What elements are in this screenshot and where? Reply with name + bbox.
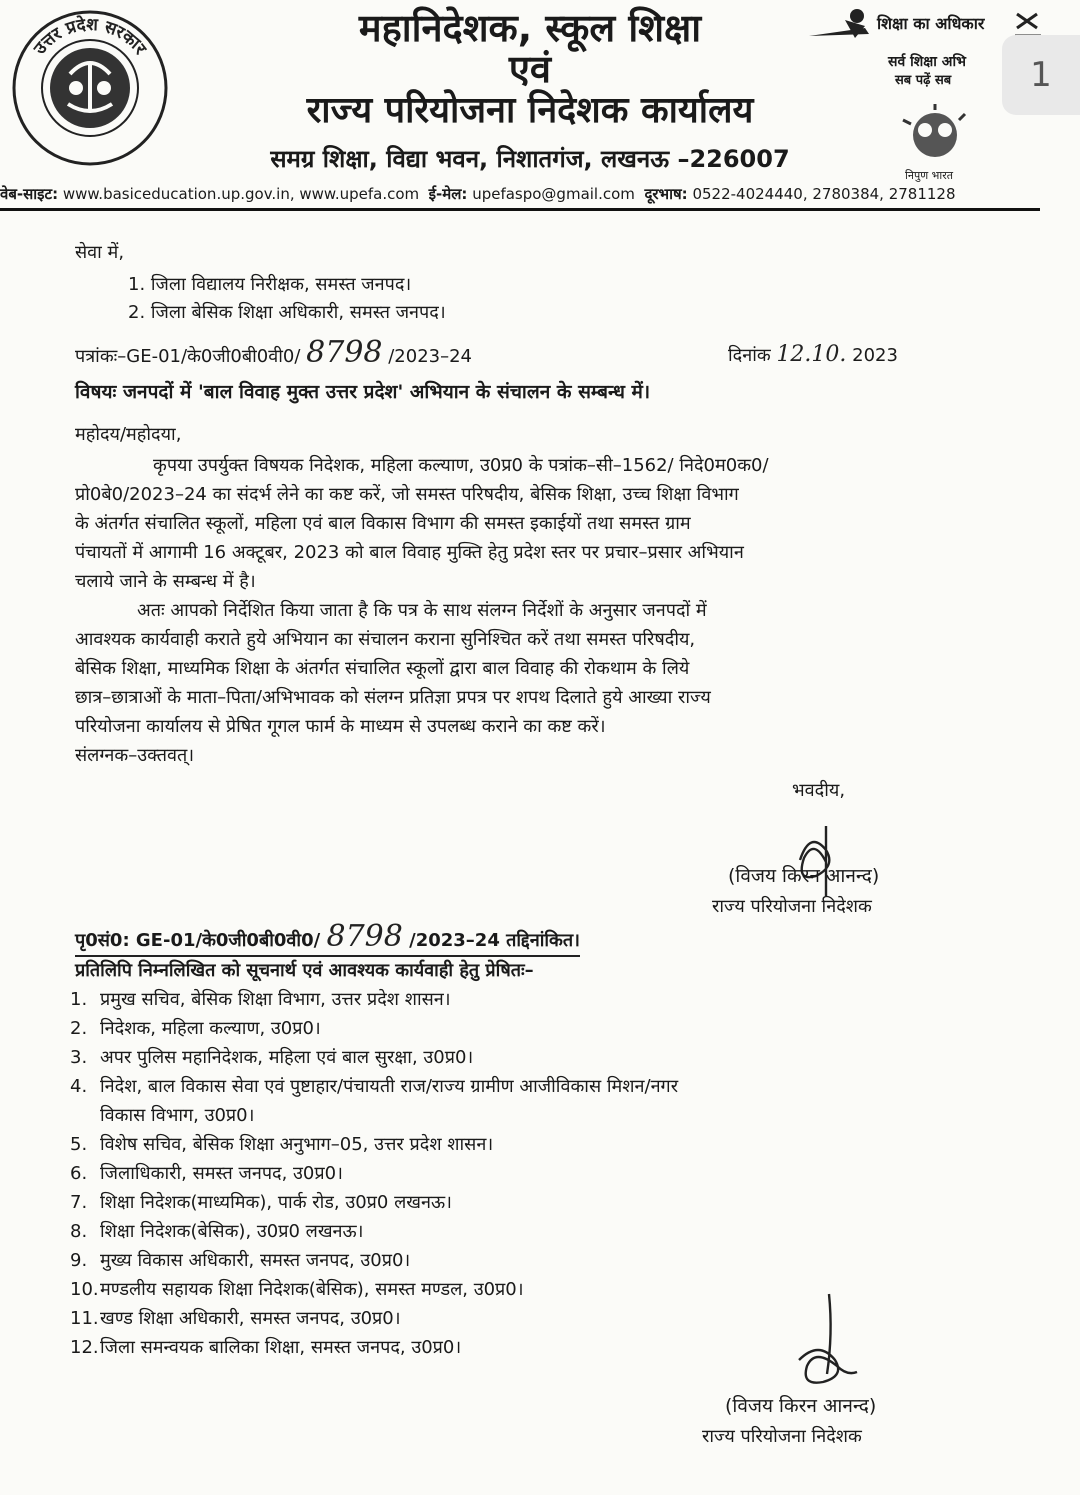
- office-title-line1: महानिदेशक, स्कूल शिक्षा: [358, 6, 702, 50]
- item-text: जिला समन्वयक बालिका शिक्षा, समस्त जनपद, उ0प्र0।: [100, 1337, 462, 1358]
- contact-line: [0, 184, 1040, 204]
- copy-reference: [75, 919, 580, 957]
- list-item: [70, 1014, 970, 1043]
- phone-label: दूरभाष:: [644, 185, 688, 203]
- p2-line: आवश्यक कार्यवाही कराते हुये अभियान का संचालन कराना सुनिश्चित करें तथा समस्त परिषदीय,: [75, 629, 696, 650]
- item-number: 4.: [70, 1076, 88, 1097]
- item-text: खण्ड शिक्षा अधिकारी, समस्त जनपद, उ0प्र0।: [100, 1308, 401, 1329]
- item-number: 1.: [70, 989, 88, 1010]
- p1-line: पंचायतों में आगामी 16 अक्टूबर, 2023 को बाल विवाह मुक्ति हेतु प्रदेश स्तर पर प्रचार–प्रसार अभियान: [75, 542, 744, 563]
- item-text: विकास विभाग, उ0प्र0।: [100, 1105, 255, 1126]
- salutation: महोदय/महोदया,: [75, 424, 182, 445]
- ssa-logo-text-2: सब पढ़ें सब: [895, 73, 952, 88]
- recipient-1: 1. जिला विद्यालय निरीक्षक, समस्त जनपद।: [128, 274, 412, 295]
- item-number: 8.: [70, 1221, 88, 1242]
- office-title-line2: एवं: [508, 47, 552, 91]
- item-number: 7.: [70, 1192, 88, 1213]
- date-handwritten: 12.10.: [776, 342, 847, 367]
- letter-subject: विषयः जनपदों में 'बाल विवाह मुक्त उत्तर प्रदेश' अभियान के संचालन के सम्बन्ध में।: [75, 381, 651, 403]
- office-title-line3: राज्य परियोजना निदेशक कार्यालय: [306, 90, 754, 131]
- copy-ref-number-handwritten: 8798: [326, 919, 403, 954]
- body-paragraph-2: [75, 596, 970, 741]
- ssa-logo-text-1: सर्व शिक्षा अभि: [888, 54, 966, 70]
- item-text: शिक्षा निदेशक(माध्यमिक), पार्क रोड, उ0प्र0 लखनऊ।: [100, 1192, 452, 1213]
- rte-text: शिक्षा का अधिकार: [877, 14, 985, 33]
- item-number: 5.: [70, 1134, 88, 1155]
- p2-line: छात्र–छात्राओं के माता–पिता/अभिभावक को संलग्न प्रतिज्ञा प्रपत्र पर शपथ दिलाते हुये आख्या राज्य: [75, 687, 711, 708]
- page-number-badge: 1: [1002, 35, 1080, 115]
- p1-line: कृपया उपर्युक्त विषयक निदेशक, महिला कल्याण, उ0प्र0 के पत्रांक–सी–1562/ निदे0म0क0/: [153, 455, 769, 476]
- signatory-title-1: राज्य परियोजना निदेशक: [712, 896, 872, 917]
- recipient-2: 2. जिला बेसिक शिक्षा अधिकारी, समस्त जनपद।: [128, 302, 446, 323]
- item-text: मुख्य विकास अधिकारी, समस्त जनपद, उ0प्र0।: [100, 1250, 411, 1271]
- item-number: 10.: [70, 1279, 99, 1300]
- item-text: जिलाधिकारी, समस्त जनपद, उ0प्र0।: [100, 1163, 343, 1184]
- list-item: [70, 1159, 970, 1188]
- list-item: [70, 1246, 970, 1275]
- list-item-continuation: [70, 1101, 970, 1130]
- nipun-bharat-logo: [885, 100, 985, 170]
- header-divider: [0, 208, 1040, 211]
- p2-line: अतः आपको निर्देशित किया जाता है कि पत्र के साथ संलग्न निर्देशों के अनुसार जनपदों में: [137, 600, 707, 621]
- p2-line: परियोजना कार्यालय से प्रेषित गूगल फार्म के माध्यम से उपलब्ध कराने का कष्ट करें।: [75, 716, 606, 737]
- ref-prefix: पत्रांकः–GE-01/के0जी0बी0वी0/: [75, 346, 301, 367]
- closing: भवदीय,: [792, 780, 846, 801]
- list-item: [70, 1217, 970, 1246]
- date-label: दिनांक: [728, 345, 771, 366]
- item-text: शिक्षा निदेशक(बेसिक), उ0प्र0 लखनऊ।: [100, 1221, 364, 1242]
- to-heading: सेवा में,: [75, 242, 125, 263]
- p1-line: प्रो0बे0/2023–24 का संदर्भ लेने का कष्ट करें, जो समस्त परिषदीय, बेसिक शिक्षा, उच्च शिक्षा विभाग: [75, 484, 739, 505]
- body-paragraph-1: [75, 451, 970, 596]
- ref-number-handwritten: 8798: [306, 335, 383, 370]
- list-item: [70, 1043, 970, 1072]
- item-number: 6.: [70, 1163, 88, 1184]
- list-item: [70, 1072, 970, 1101]
- letter-date: [728, 340, 898, 370]
- date-year: 2023: [852, 345, 898, 366]
- signatory-name-2: (विजय किरन आनन्द): [725, 1395, 877, 1417]
- list-item: [70, 985, 970, 1014]
- copy-heading: प्रतिलिपि निम्नलिखित को सूचनार्थ एवं आवश्यक कार्यवाही हेतु प्रेषितः–: [75, 960, 534, 981]
- email-label: ई-मेल:: [428, 185, 468, 203]
- item-number: 11.: [70, 1308, 99, 1329]
- item-text: प्रमुख सचिव, बेसिक शिक्षा विभाग, उत्तर प्रदेश शासन।: [100, 989, 451, 1010]
- website-value: www.basiceducation.up.gov.in, www.upefa.com: [62, 185, 420, 203]
- list-item: [70, 1130, 970, 1159]
- item-number: 12.: [70, 1337, 99, 1358]
- website-label: वेब-साइट:: [0, 185, 59, 203]
- phone-value: 0522-4024440, 2780384, 2781128: [692, 185, 956, 203]
- item-text: मण्डलीय सहायक शिक्षा निदेशक(बेसिक), समस्त मण्डल, उ0प्र0।: [100, 1279, 524, 1300]
- p2-line: बेसिक शिक्षा, माध्यमिक शिक्षा के अंतर्गत संचालित स्कूलों द्वारा बाल विवाह की रोकथाम के लिये: [75, 658, 690, 679]
- signatory-title-2: राज्य परियोजना निदेशक: [702, 1426, 862, 1447]
- item-text: अपर पुलिस महानिदेशक, महिला एवं बाल सुरक्षा, उ0प्र0।: [100, 1047, 474, 1068]
- letter-reference: [75, 335, 473, 371]
- item-number: 9.: [70, 1250, 88, 1271]
- svg-text:उत्तर प्रदेश सरकार: उत्तर प्रदेश सरकार: [30, 14, 151, 59]
- office-address: समग्र शिक्षा, विद्या भवन, निशातगंज, लखनऊ –226007: [270, 145, 790, 173]
- enclosure-note: संलग्नक–उक्तवत्।: [75, 745, 195, 766]
- copy-ref-prefix: पृ0सं0: GE-01/के0जी0बी0वी0/: [75, 930, 321, 951]
- item-number: 3.: [70, 1047, 88, 1068]
- p1-line: चलाये जाने के सम्बन्ध में है।: [75, 571, 256, 592]
- up-govt-seal-logo: [10, 8, 170, 168]
- item-text: निदेशक, महिला कल्याण, उ0प्र0।: [100, 1018, 321, 1039]
- list-item: [70, 1188, 970, 1217]
- ref-suffix: /2023–24: [388, 346, 473, 367]
- item-number: 2.: [70, 1018, 88, 1039]
- item-text: निदेश, बाल विकास सेवा एवं पुष्टाहार/पंचायती राज/राज्य ग्रामीण आजीविकास मिशन/नगर: [100, 1076, 679, 1097]
- signatory-name-1: (विजय किरन आनन्द): [728, 865, 880, 887]
- nipun-bharat-text: निपुण भारत: [905, 169, 954, 182]
- p1-line: के अंतर्गत संचालित स्कूलों, महिला एवं बाल विकास विभाग की समस्त इकाईयों तथा समस्त ग्राम: [75, 513, 691, 534]
- copy-ref-suffix: /2023–24 तद्दिनांकित।: [409, 930, 580, 951]
- signature-2: [785, 1290, 875, 1400]
- email-value: upefaspo@gmail.com: [472, 185, 635, 203]
- item-text: विशेष सचिव, बेसिक शिक्षा अनुभाग–05, उत्तर प्रदेश शासन।: [100, 1134, 494, 1155]
